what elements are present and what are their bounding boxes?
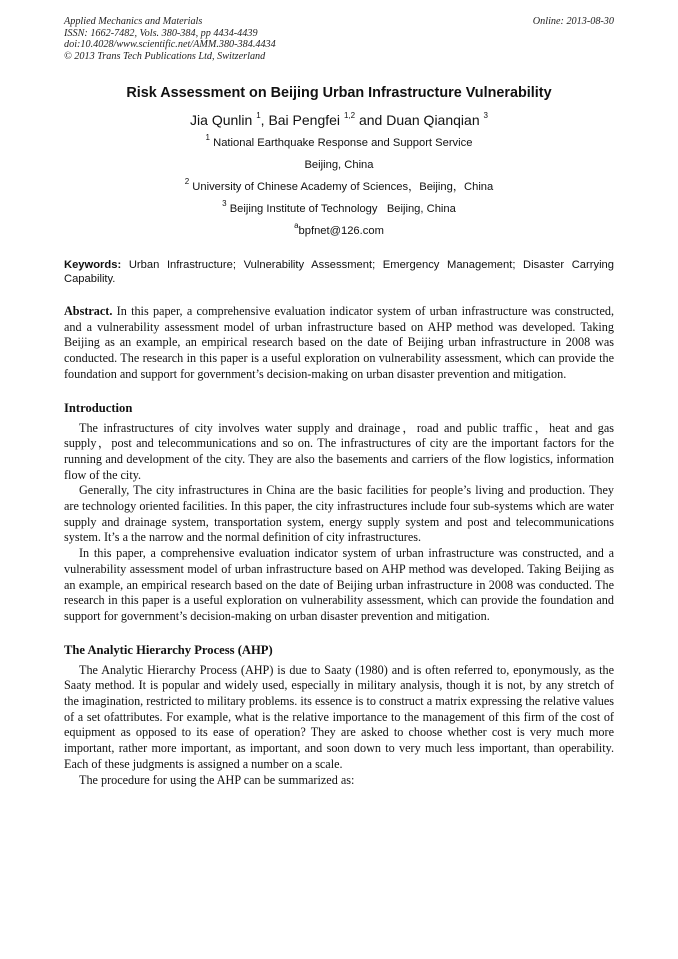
author-name: Bai Pengfei bbox=[268, 112, 341, 128]
abstract-label: Abstract. bbox=[64, 304, 113, 318]
email-address: bpfnet@126.com bbox=[298, 225, 384, 237]
journal-name: Applied Mechanics and Materials bbox=[64, 16, 203, 27]
section-heading-introduction: Introduction bbox=[64, 400, 133, 415]
affiliation-mark: 1 bbox=[205, 133, 210, 143]
copyright-line: © 2013 Trans Tech Publications Ltd, Switzerland bbox=[64, 50, 266, 62]
affiliation-line bbox=[64, 220, 614, 242]
author-affiliation-mark: 1,2 bbox=[343, 111, 356, 121]
body-paragraph: The infrastructures of city involves water supply and drainage，road and public traffic，heat and gas supply，post and telecommunications and so on. The infrastructures of city are the important factors for the running and development of the city. They are also the basements and carriers of the flow logistics, information flow of the city. bbox=[64, 420, 614, 482]
section-heading-ahp: The Analytic Hierarchy Process (AHP) bbox=[64, 642, 273, 657]
author-name: Duan Qianqian bbox=[386, 112, 480, 128]
affiliation-line bbox=[64, 132, 614, 154]
affiliation-text: Beijing Institute of Technology Beijing, China bbox=[229, 203, 456, 215]
online-date: Online: 2013-08-30 bbox=[532, 16, 614, 27]
body-paragraph: In this paper, a comprehensive evaluation indicator system of urban infrastructure was constructed, and a vulnerability assessment model of urban infrastructure based on AHP method was developed. Taking Beijing as an example, an empirical research based on the date of Beijing urban infrastructure in 2008 was conducted. The research in this paper is a useful exploration on vulnerability assessment, which can provide the foundation and support for government’s decision-making on urban disaster prevention and mitigation. bbox=[64, 546, 614, 623]
affiliation-mark: 2 bbox=[184, 177, 190, 187]
issn-line: ISSN: 1662-7482, Vols. 380-384, pp 4434-4439 bbox=[64, 27, 258, 39]
paper-title: Risk Assessment on Beijing Urban Infrastructure Vulnerability bbox=[126, 85, 552, 101]
affiliation-mark: 3 bbox=[222, 199, 227, 209]
doi-line: doi:10.4028/www.scientific.net/AMM.380-384.4434 bbox=[64, 39, 276, 50]
affiliation-text: Beijing, China bbox=[304, 159, 374, 171]
abstract-text: In this paper, a comprehensive evaluation indicator system of urban infrastructure was constructed, and a vulnerability assessment model of urban infrastructure based on AHP method was developed. Taking Beijing as an example, an empirical research based on the date of Beijing urban infrastructure in 2008 was conducted. The research in this paper is a useful exploration on vulnerability assessment, which can provide the foundation and support for government’s decision-making on urban disaster prevention and mitigation. bbox=[64, 304, 614, 381]
body-paragraph: The procedure for using the AHP can be summarized as: bbox=[79, 772, 355, 787]
author-affiliation-mark: 3 bbox=[483, 111, 488, 121]
author-list bbox=[64, 111, 614, 129]
affiliation-text: National Earthquake Response and Support Service bbox=[213, 137, 473, 149]
author-separator: , bbox=[260, 112, 269, 128]
keywords-label: Keywords: bbox=[64, 259, 122, 271]
author-affiliation-mark: 1 bbox=[256, 111, 261, 121]
author-name: Jia Qunlin bbox=[190, 112, 253, 128]
abstract-block bbox=[64, 304, 614, 383]
keywords-block bbox=[64, 258, 614, 286]
journal-header bbox=[64, 16, 614, 62]
affiliation-mark: a bbox=[294, 221, 299, 231]
body-paragraph: Generally, The city infrastructures in China are the basic facilities for people’s living and production. They are technology oriented facilities. In this paper, the city infrastructures include four sub-systems which are water supply and drainage system, transportation system, energy supply system and post and telecommunications system. It’s a the narrow and the normal definition of city infrastructures. bbox=[64, 483, 614, 545]
keywords-text: Urban Infrastructure; Vulnerability Assessment; Emergency Management; Disaster Carrying Capability. bbox=[64, 259, 614, 285]
affiliation-text: University of Chinese Academy of Sciences，Beijing，China bbox=[192, 181, 494, 193]
affiliation-line bbox=[64, 176, 614, 198]
affiliation-line bbox=[64, 198, 614, 220]
body-paragraph: The Analytic Hierarchy Process (AHP) is due to Saaty (1980) and is often referred to, eponymously, as the Saaty method. It is popular and widely used, especially in military analysis, though it is not, by any stretch of the imagination, restricted to military problems. its essence is to construct a matrix expressing the relative values of a set ofattributes. For example, what is the relative importance to the management of this firm of the cost of equipment as opposed to its ease of operation? They are asked to choose whether cost is very much more important, rather more important, as important, and soon down to very much less important, than operability. Each of these judgments is assigned a number on a scale. bbox=[64, 662, 614, 771]
affiliation-line bbox=[64, 154, 614, 176]
author-separator: and bbox=[355, 112, 387, 128]
